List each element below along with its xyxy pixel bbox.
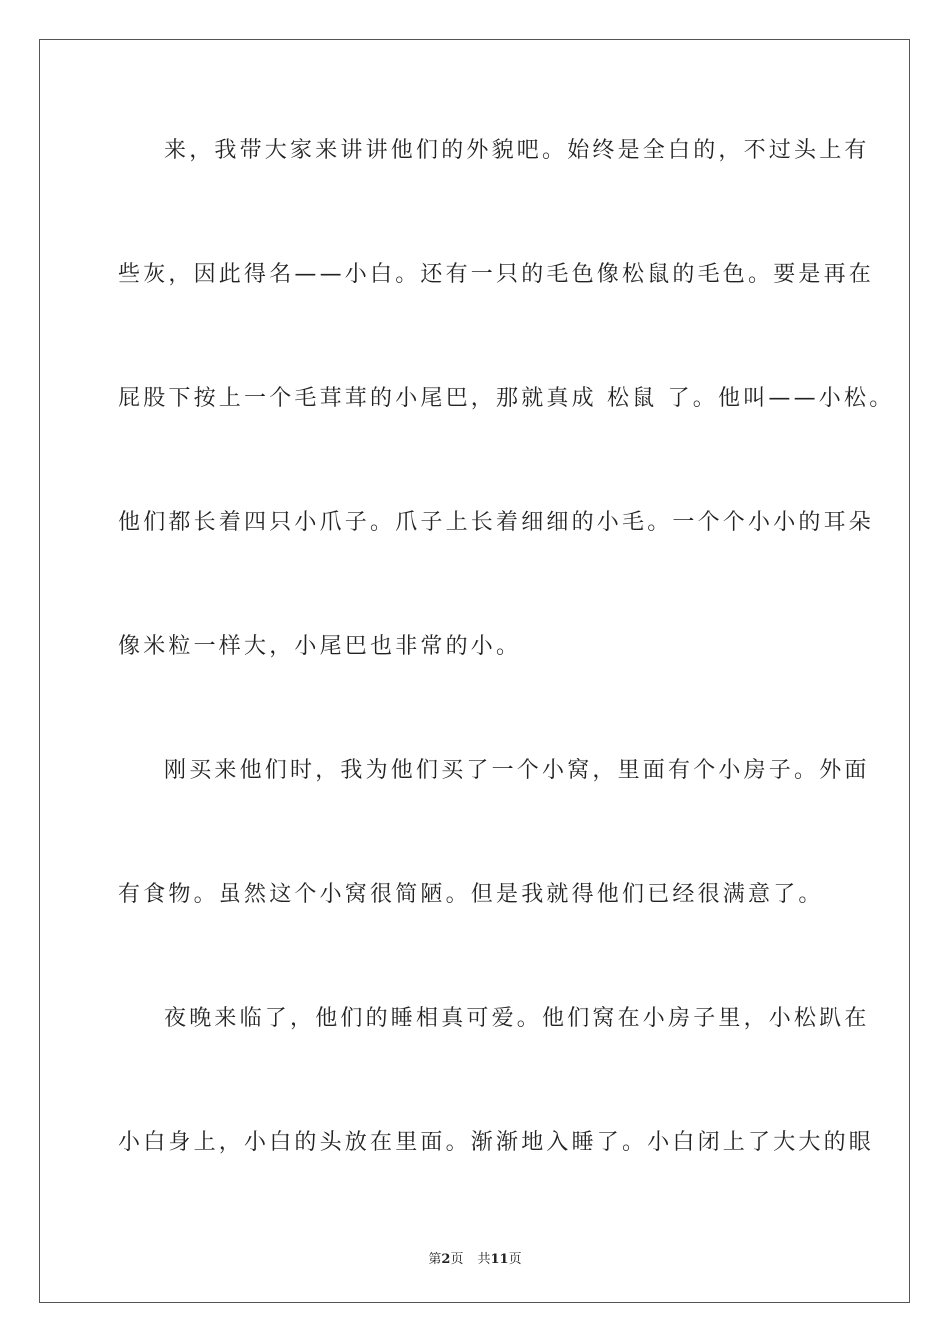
text-line-7: 有食物。虽然这个小窝很简陋。但是我就得他们已经很满意了。 [118,882,824,907]
text-line-5: 像米粒一样大，小尾巴也非常的小。 [118,634,522,659]
text-line-2: 些灰，因此得名——小白。还有一只的毛色像松鼠的毛色。要是再在 [118,262,875,287]
page-border [39,39,910,1303]
page-number: 2 [441,1252,451,1267]
page-suffix: 页 [450,1252,464,1267]
text-line-8: 夜晚来临了，他们的睡相真可爱。他们窝在小房子里，小松趴在 [164,1006,870,1031]
text-line-9: 小白身上，小白的头放在里面。渐渐地入睡了。小白闭上了大大的眼 [118,1130,875,1155]
page-footer [0,1248,950,1267]
total-prefix: 共 [477,1252,491,1267]
text-line-4: 他们都长着四只小爪子。爪子上长着细细的小毛。一个个小小的耳朵 [118,510,875,535]
page-prefix: 第 [428,1252,442,1267]
total-pages: 11 [490,1252,509,1267]
text-line-3: 屁股下按上一个毛茸茸的小尾巴，那就真成 松鼠 了。他叫——小松。 [118,386,895,411]
total-suffix: 页 [508,1252,522,1267]
text-line-6: 刚买来他们时，我为他们买了一个小窝，里面有个小房子。外面 [164,758,870,783]
text-line-1: 来，我带大家来讲讲他们的外貌吧。始终是全白的，不过头上有 [164,138,870,163]
